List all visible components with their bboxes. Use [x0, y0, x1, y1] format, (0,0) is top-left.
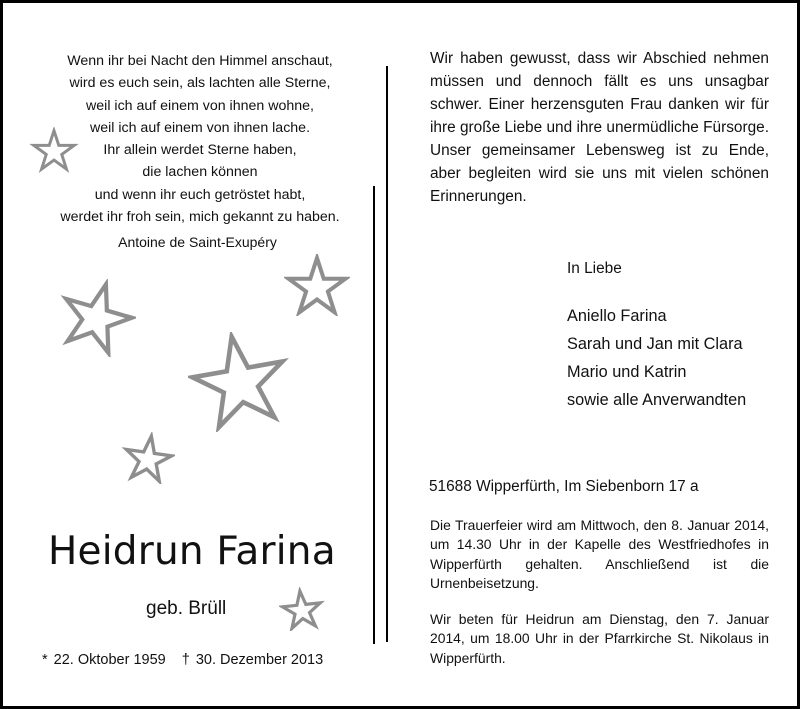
birth-date: 22. Oktober 1959 [53, 652, 166, 668]
poem-author: Antoine de Saint-Exupéry [118, 234, 277, 250]
prayer-service-text: Wir beten für Heidrun am Dienstag, den 7. Januar 2014, um 18.00 Uhr in der Pfarrkirche St. Nikolaus in Wipperfürth. [430, 611, 769, 666]
star-outline [289, 258, 346, 312]
mourner: Aniello Farina [567, 307, 667, 325]
poem-line: werdet ihr froh sein, mich gekannt zu haben. [60, 209, 340, 226]
poem-line: Wenn ihr bei Nacht den Himmel anschaut, [67, 53, 333, 69]
poem-line: und wenn ihr euch getröstet habt, [94, 186, 306, 203]
star-outline [123, 433, 174, 482]
poem-line: weil ich auf einem von ihnen lache. [89, 119, 311, 136]
poem-line: die lachen können [142, 164, 258, 181]
death-date: 30. Dezember 2013 [195, 652, 324, 668]
star-outline [56, 279, 136, 356]
birth-symbol: * [42, 652, 48, 668]
star-icon [56, 279, 136, 357]
star-icon [188, 332, 292, 432]
star-outline [281, 589, 323, 629]
mourner: Sarah und Jan mit Clara [567, 335, 743, 353]
mourner: sowie alle Anverwandten [567, 391, 747, 409]
star-outline [188, 332, 292, 430]
divider-line [386, 66, 388, 642]
poem-line: weil ich auf einem von ihnen wohne, [86, 97, 314, 114]
poem-line: wird es euch sein, als lachten alle Sterne, [69, 75, 331, 92]
mourners-list [567, 302, 746, 414]
poem-line: Ihr allein werdet Sterne haben, [103, 142, 297, 159]
birth-name: geb. Brüll [146, 598, 227, 619]
mourner: Mario und Katrin [567, 363, 687, 381]
closing-text: In Liebe [567, 260, 622, 277]
star-icon [121, 432, 175, 484]
life-dates [42, 652, 329, 668]
funeral-service-text: Die Trauerfeier wird am Mittwoch, den 8. Januar 2014, um 14.30 Uhr in der Kapelle des Westfriedhofes in Wipperfürth gehalten. Anschließend ist die Urnenbeisetzung. [430, 517, 769, 591]
intro-text: Wir haben gewusst, dass wir Abschied nehmen müssen und dennoch fällt es uns unsagbar schwer. Einer herzensguten Frau danken wir für ihre große Liebe und ihre unermüdliche Fürsorge. Unser gemeinsamer Lebensweg ist zu Ende, aber begleiten wird sie uns mit vielen schönen Erinnerungen. [430, 50, 769, 205]
family-address: 51688 Wipperfürth, Im Siebenborn 17 a [429, 478, 699, 495]
star-icon [29, 127, 79, 175]
deceased-name: Heidrun Farina [48, 529, 336, 574]
star-outline [34, 131, 74, 169]
divider-line-lower [373, 186, 375, 644]
star-icon [284, 254, 350, 316]
star-icon [279, 587, 325, 631]
death-symbol: † [181, 652, 190, 668]
